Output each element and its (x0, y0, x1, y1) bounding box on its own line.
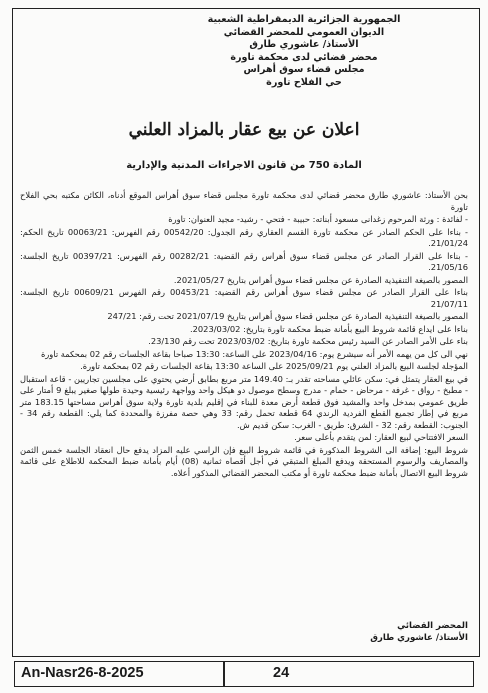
body-paragraph: بناءا على القرار الصادر عن مجلس قضاء سوق أهراس رقم القضية: 00453/21 رقم الفهرس 00609/21 تاريخ الجلسة: 21/07/11 (20, 287, 468, 309)
body-paragraph: - لفائدة : ورثة المرحوم زغدانى مسعود أبناته: حبيبة - فتحي - رشيد- مجيد العنوان: تاورة (168, 214, 468, 224)
body-paragraph: المصور بالصيغة التنفيذية الصادرة عن مجلس قضاء سوق أهراس بتاريخ 2021/07/19 تحت رقم: 247/21 (107, 311, 468, 321)
body-paragraph: المصور بالصيغة التنفيذية الصادرة عن مجلس قضاء سوق أهراس بتاريخ 2021/05/27. (173, 274, 468, 285)
header-line-office: الديوان العمومي للمحضر القضائي (223, 26, 385, 38)
body-paragraph: - بناءا على القرار الصادر عن مجلس قضاء سوق أهراس رقم القضية: 00282/21 رقم الفهرس: 00397/21 تاريخ الجلسة: 21/05/16. (20, 250, 468, 272)
header-line-council: مجلس قضاء سوق أهراس (243, 64, 365, 76)
body-paragraph: بناء على الأمر الصادر عن السيد رئيس محكمة تاورة بتاريخ: 2023/03/02 تحت رقم 23/130. (148, 336, 468, 346)
body-paragraph: نهي الى كل من يهمه الأمر أنه سيشرع يوم: 2023/04/16 على الساعة: 13:30 صباحا بقاعة الجلسات رقم 02 بمحكمة تاورة (40, 348, 468, 359)
body-paragraph: بحن الأستاذ: عاشوري طارق محضر قضائي لدى محكمة تاورة مجلس قضاء سوق أهراس الموقع أدناه، الكائن مكتبه بحي الفلاح تاورة (20, 190, 468, 212)
footer-bar (14, 661, 474, 687)
header-line-republic: الجمهورية الجزائرية الديمقراطية الشعبية (207, 14, 401, 25)
body-paragraph: شروط البيع: إضافة الى الشروط المذكورة في قائمة شروط البيع فإن الراسي عليه المزاد يدفع حال انعقاد الجلسة خمس الثمن والمصاريف والرسوم المستحقة ويدفع المبلغ المتبقي في أجل أقصاه ثمانية (08) أيام بأمانة ضبط المحكمة للاطلاع على قائمة شروط البيع الاتصال بأمانة ضبط محكمة تاورة أو مكتب المحضر القضائي المذكور أعلاه. (20, 444, 468, 478)
signature-title: المحضر القضائي (397, 621, 468, 631)
signature-name: الأستاذ/ عاشوري طارق (370, 633, 468, 643)
issue-code: An-Nasr26-8-2025 (21, 665, 144, 681)
header-line-address: حي الفلاح تاورة (266, 76, 342, 88)
body-paragraph: السعر الافتتاحي لبيع العقار: لمن يتقدم بأعلى سعر. (294, 432, 468, 442)
issuer-header (154, 14, 454, 90)
body-paragraph: في بيع العقار يتمثل في: سكن عائلي مساحته تقدر بـ: 149.40 متر مربع بطابق أرضي يحتوي على مجلسين تجاريين - قاعة استقبال - مطبخ - رواق - غرفة - مرحاض - حمام - مدرج وسطح موصول دو هيكل واحد وواجهة رئيسية وحيدة طولها صغير يبلغ 9 أمتار على طريق عمومي بمدخل واحد والمشيد فوق قطعة أرض معدة للبناء في إقليم بلدية تاورة ولاية سوق أهراس مساحتها 183.15 متر مربع في إطار تجميع القطع الفردية الرندي 64 قطعة تحمل رقم: 33 وهي حصة مفرزة والمحددة كما يلي: القطعة رقم 34 - الجنوب: القطعة رقم: 32 - الشرق: طريق - الغرب: سكن قديم ش. (20, 373, 469, 430)
footer-divider (223, 662, 225, 686)
body-paragraph: المؤجلة لجلسة البيع بالمزاد العلني يوم 2025/09/21 على الساعة 13:30 بقاعة الجلسات رقم 02 بمحكمة تاورة. (80, 361, 468, 371)
announcement-body (20, 190, 468, 480)
body-paragraph: بناءا على ايداع قائمة شروط البيع بأمانة ضبط محكمة تاورة بتاريخ: 2023/03/02. (189, 323, 468, 334)
legal-article: المادة 750 من قانون الاجراءات المدنية والإدارية (126, 160, 362, 171)
header-line-bailiff: الأستاذ/ عاشوري طارق (249, 39, 359, 51)
announcement-title: اعلان عن بيع عقار بالمزاد العلني (128, 120, 360, 140)
body-paragraph: - بناءا على الحكم الصادر عن محكمة تاورة القسم العقاري رقم الجدول: 00542/20 رقم الفهرس: 00063/21 تاريخ الحكم: 21/01/24. (20, 226, 469, 248)
header-line-court: محضر قضائي لدى محكمة تاورة (230, 51, 378, 63)
signature-block (370, 620, 468, 644)
page-number: 24 (273, 665, 290, 681)
